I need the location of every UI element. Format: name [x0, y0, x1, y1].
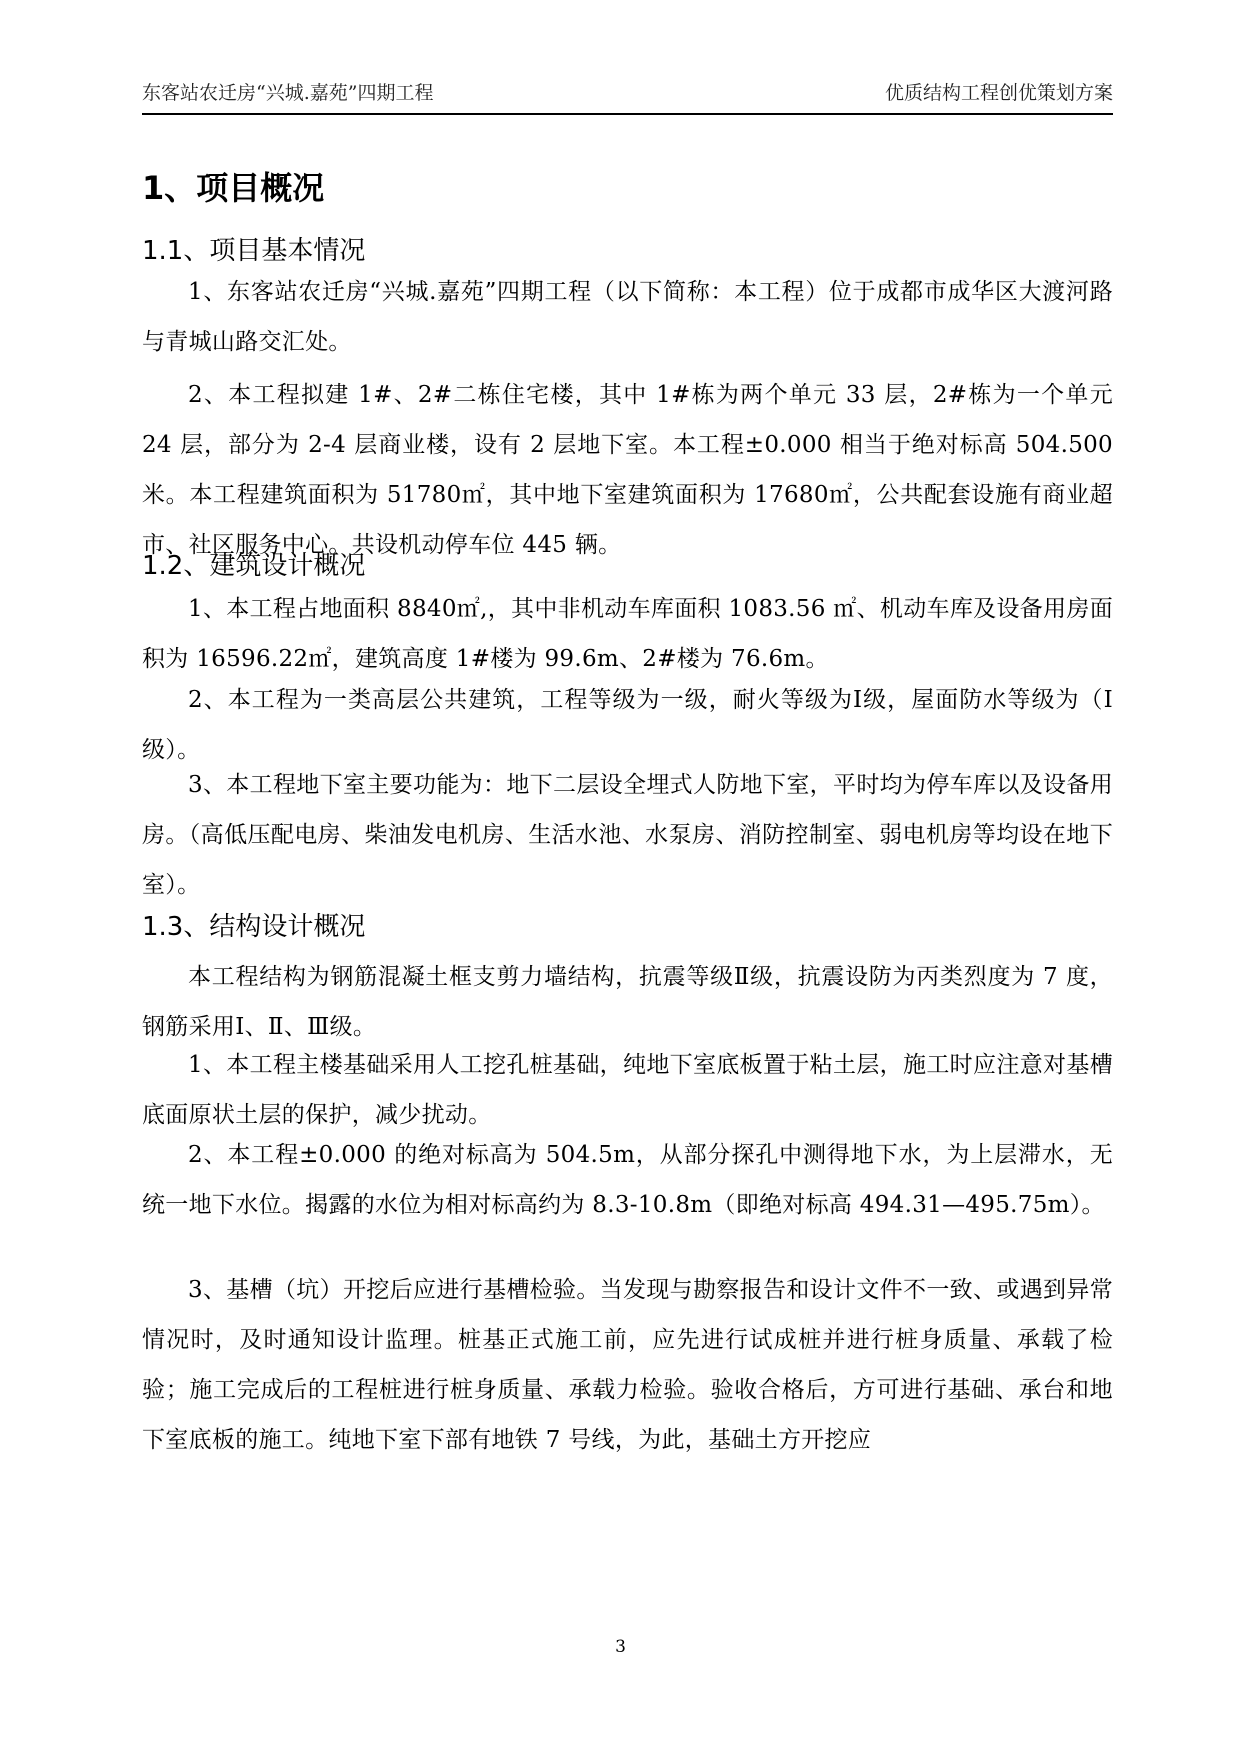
section-heading-1-2: 1.2、建筑设计概况: [142, 551, 366, 581]
paragraph: 2、本工程为一类高层公共建筑，工程等级为一级，耐火等级为Ⅰ级，屋面防水等级为（Ⅰ级）。: [142, 687, 1113, 763]
section-heading-1-3: 1.3、结构设计概况: [142, 912, 366, 942]
paragraph: 2、本工程拟建 1#、2#二栋住宅楼，其中 1#栋为两个单元 33 层，2#栋为一个单元 24 层，部分为 2-4 层商业楼，设有 2 层地下室。本工程±0.000 相当于绝对标高 504.500 米。本工程建筑面积为 51780㎡，其中地下室建筑面积为 17680㎡，公共配套设施有商业超市、社区服务中心。共设机动停车位 445 辆。: [142, 382, 1113, 558]
header-divider: [142, 113, 1113, 115]
paragraph: 本工程结构为钢筋混凝土框支剪力墙结构，抗震等级Ⅱ级，抗震设防为丙类烈度为 7 度，钢筋采用Ⅰ、Ⅱ、Ⅲ级。: [142, 964, 1113, 1040]
paragraph: 1、本工程占地面积 8840㎡,，其中非机动车库面积 1083.56 ㎡、机动车库及设备用房面积为 16596.22㎡，建筑高度 1#楼为 99.6m、2#楼为 76.6m。: [142, 596, 1113, 672]
section-heading-1-1: 1.1、项目基本情况: [142, 236, 366, 266]
header-document-title: 优质结构工程创优策划方案: [884, 82, 1113, 104]
chapter-title: 1、项目概况: [142, 169, 325, 207]
page-number: 3: [615, 1637, 626, 1657]
paragraph: 1、本工程主楼基础采用人工挖孔桩基础，纯地下室底板置于粘土层，施工时应注意对基槽底面原状土层的保护，减少扰动。: [142, 1052, 1113, 1128]
paragraph: 2、本工程±0.000 的绝对标高为 504.5m，从部分探孔中测得地下水，为上层滞水，无统一地下水位。揭露的水位为相对标高约为 8.3-10.8m（即绝对标高 494.31—495.75m）。: [142, 1142, 1113, 1218]
paragraph: 3、本工程地下室主要功能为：地下二层设全埋式人防地下室，平时均为停车库以及设备用房。（高低压配电房、柴油发电机房、生活水池、水泵房、消防控制室、弱电机房等均设在地下室）。: [142, 772, 1113, 898]
header-project-name: 东客站农迁房“兴城.嘉苑”四期工程: [142, 82, 434, 104]
paragraph: 1、东客站农迁房“兴城.嘉苑”四期工程（以下简称：本工程）位于成都市成华区大渡河路与青城山路交汇处。: [142, 279, 1113, 355]
paragraph: 3、基槽（坑）开挖后应进行基槽检验。当发现与勘察报告和设计文件不一致、或遇到异常情况时，及时通知设计监理。桩基正式施工前，应先进行试成桩并进行桩身质量、承载了检验；施工完成后的工程桩进行桩身质量、承载力检验。验收合格后，方可进行基础、承台和地下室底板的施工。纯地下室下部有地铁 7 号线，为此，基础土方开挖应: [142, 1277, 1113, 1453]
